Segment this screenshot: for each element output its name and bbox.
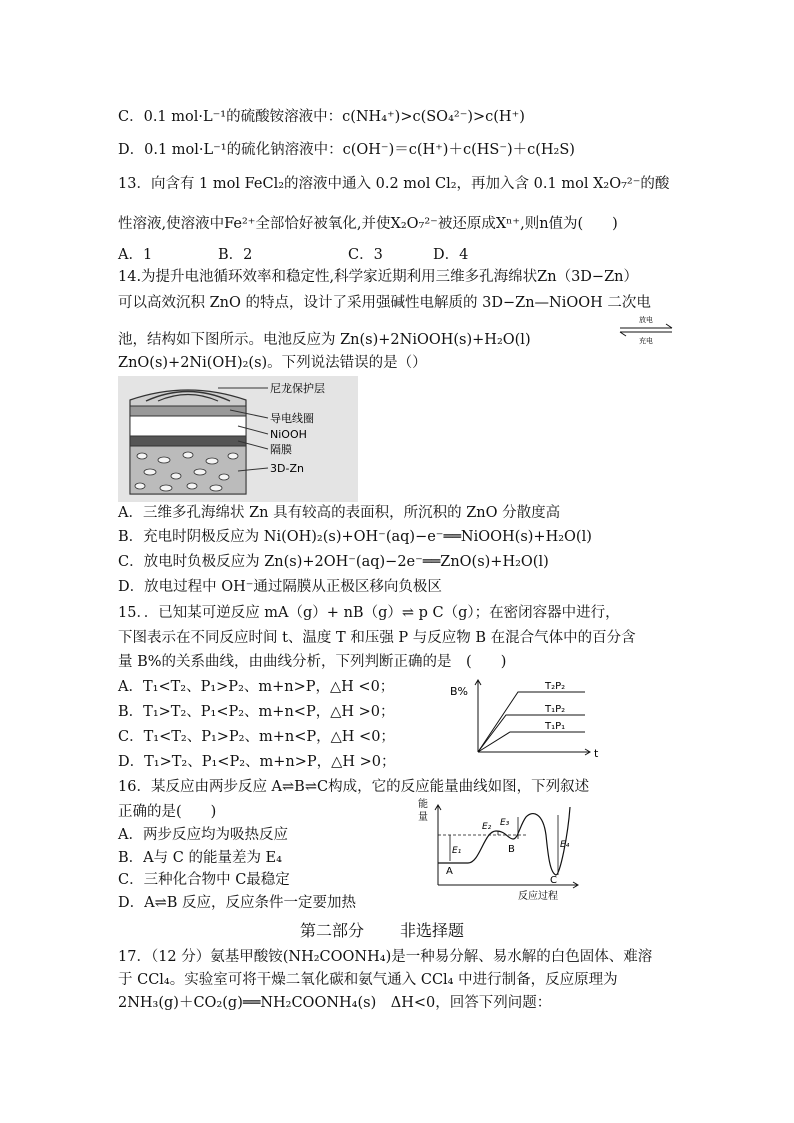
energy-profile-graph: [418, 795, 588, 907]
label-conductive-coil: 导电线圈: [270, 412, 314, 425]
q14-option-a: A．三维多孔海绵状 Zn 具有较高的表面积，所沉积的 ZnO 分散度高: [118, 505, 561, 521]
energy-e3: E₃: [500, 818, 510, 828]
q13-option: D．4: [433, 247, 469, 263]
label-niooh: NiOOH: [270, 428, 307, 441]
reversible-arrow: [618, 312, 674, 352]
q12-option-c: C．0.1 mol·L⁻¹的硫酸铵溶液中：c(NH₄⁺)>c(SO₄²⁻)>c(H⁺): [118, 109, 525, 125]
q14-option-c: C．放电时负极反应为 Zn(s)+2OH⁻(aq)−2e⁻══ZnO(s)+H₂O(l): [118, 554, 549, 570]
b-percent-graph: [440, 672, 610, 760]
q14-stem-4: ZnO(s)+2Ni(OH)₂(s)。下列说法错误的是（）: [118, 355, 427, 371]
q14-stem-1: 14.为提升电池循环效率和稳定性,科学家近期利用三维多孔海绵状Zn（3D−Zn）: [118, 269, 638, 285]
q13-option: B．2: [218, 247, 253, 263]
section-title: [300, 918, 500, 941]
q17-stem-3: 2NH₃(g)＋CO₂(g)══NH₂COONH₄(s) ΔH<0，回答下列问题：: [118, 995, 552, 1011]
q15-stem-2: 下图表示在不同反应时间 t、温度 T 和压强 P 与反应物 B 在混合气体中的百分含: [118, 630, 636, 646]
q14-stem-3: 池，结构如下图所示。电池反应为 Zn(s)+2NiOOH(s)+H₂O(l): [118, 332, 531, 348]
battery-figure: [118, 376, 358, 502]
q17-stem-1: 17．（12 分）氨基甲酸铵(NH₂COONH₄)是一种易分解、易水解的白色固体、难溶: [118, 949, 653, 965]
graph15-ylabel: B%: [450, 685, 468, 698]
q13-stem-2: 性溶液,使溶液中Fe²⁺全部恰好被氧化,并使X₂O₇²⁻被还原成Xⁿ⁺,则n值为( ): [118, 216, 618, 232]
q12-option-d: D．0.1 mol·L⁻¹的硫化钠溶液中：c(OH⁻)＝c(H⁺)＋c(HS⁻)＋c(H₂S): [118, 142, 575, 158]
energy-e2: E₂: [482, 822, 492, 832]
graph16-xlabel: 反应过程: [518, 891, 558, 902]
q16-option-c: C．三种化合物中 C最稳定: [118, 872, 290, 888]
q13-option: A．1: [118, 247, 153, 263]
q16-option-a: A．两步反应均为吸热反应: [118, 827, 288, 843]
q15-option-a: A．T₁<T₂、P₁>P₂、m+n>P，△H <0；: [118, 679, 395, 695]
q15-option-b: B．T₁>T₂、P₁<P₂、m+n<P，△H >0；: [118, 704, 395, 720]
curve-t1p2: T₁P₂: [545, 704, 566, 715]
q15-stem-3: 量 B%的关系曲线，由曲线分析，下列判断正确的是 ( ): [118, 654, 507, 670]
q15-option-c: C．T₁<T₂、P₁>P₂、m+n<P，△H <0；: [118, 729, 395, 745]
discharge-label: 放电: [639, 316, 653, 324]
point-b: B: [508, 844, 515, 855]
label-nylon-layer: 尼龙保护层: [270, 382, 325, 395]
energy-e1: E₁: [452, 846, 462, 856]
charge-label: 充电: [639, 337, 653, 345]
q15-stem-1: 15．．已知某可逆反应 mA（g）+ nB（g）⇌ p C（g）；在密闭容器中进行，: [118, 605, 620, 621]
point-a: A: [446, 866, 453, 877]
q16-option-d: D．A⇌B 反应，反应条件一定要加热: [118, 895, 357, 911]
q13-stem-1: 13．向含有 1 mol FeCl₂的溶液中通入 0.2 mol Cl₂，再加入含 0.1 mol X₂O₇²⁻的酸: [118, 176, 670, 192]
section-part: 第二部分: [300, 921, 365, 940]
graph16-ylabel-2: 量: [418, 812, 428, 823]
q13-option: C．3: [348, 247, 383, 263]
label-3d-zn: 3D-Zn: [270, 462, 304, 475]
q15-option-d: D．T₁>T₂、P₁<P₂、m+n>P，△H >0；: [118, 754, 396, 770]
q16-stem-1: 16．某反应由两步反应 A⇌B⇌C构成，它的反应能量曲线如图，下列叙述: [118, 779, 590, 795]
energy-e4: E₄: [560, 840, 570, 850]
label-separator: 隔膜: [270, 443, 292, 456]
point-c: C: [550, 875, 557, 886]
q16-stem-2: 正确的是( ): [118, 804, 217, 820]
q16-option-b: B．A与 C 的能量差为 E₄: [118, 850, 282, 866]
graph16-ylabel-1: 能: [418, 799, 428, 810]
q14-stem-2: 可以高效沉积 ZnO 的特点，设计了采用强碱性电解质的 3D−Zn—NiOOH 二次电: [118, 295, 651, 311]
q14-option-b: B．充电时阴极反应为 Ni(OH)₂(s)+OH⁻(aq)−e⁻══NiOOH(s)+H₂O(l): [118, 529, 592, 545]
section-name: 非选择题: [400, 921, 465, 940]
q14-option-d: D．放电过程中 OH⁻通过隔膜从正极区移向负极区: [118, 579, 442, 595]
curve-t1p1: T₁P₁: [545, 721, 566, 732]
graph15-xlabel: t: [594, 747, 599, 760]
curve-t2p2: T₂P₂: [545, 681, 566, 692]
q17-stem-2: 于 CCl₄。实验室可将干燥二氧化碳和氨气通入 CCl₄ 中进行制备，反应原理为: [118, 972, 618, 988]
